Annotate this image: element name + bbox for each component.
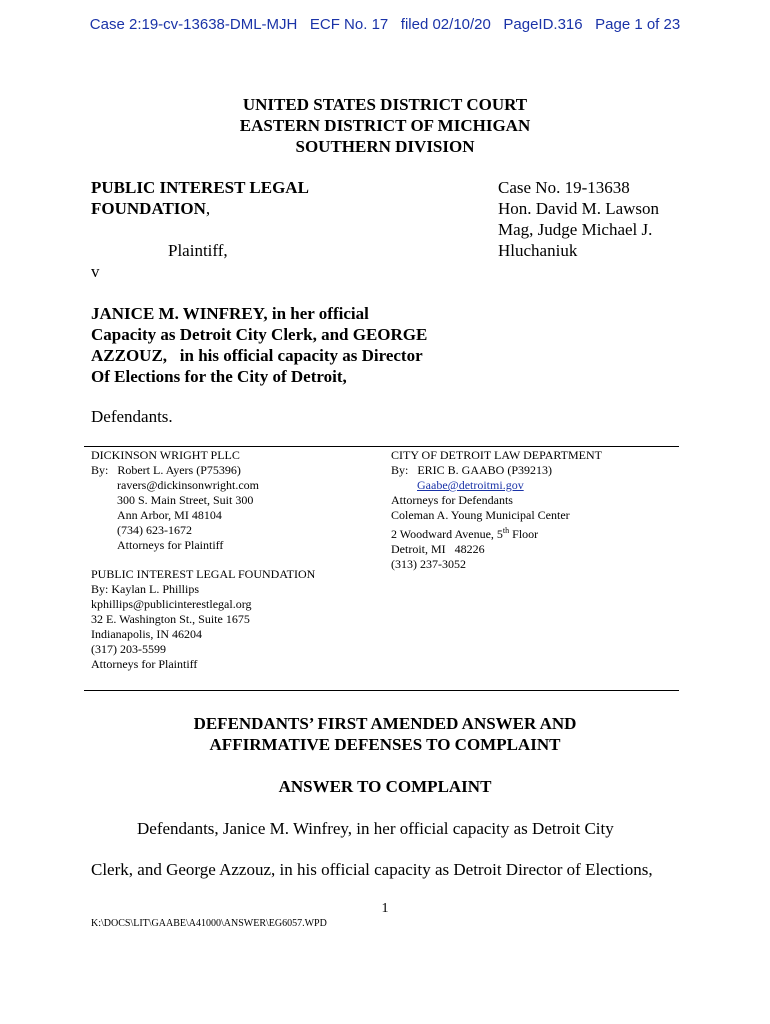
- divider-bottom: [84, 690, 679, 691]
- document-title: [0, 713, 770, 755]
- counsel-address-1: 32 E. Washington St., Suite 1675: [91, 612, 250, 626]
- magistrate-line-1: Mag, Judge Michael J.: [498, 220, 653, 239]
- court-line-3: SOUTHERN DIVISION: [295, 137, 475, 156]
- counsel-role: Attorneys for Plaintiff: [91, 657, 198, 671]
- stamp-filed-date: filed 02/10/20: [400, 16, 491, 33]
- counsel-role: Attorneys for Plaintiff: [117, 538, 224, 552]
- counsel-address-2: 2 Woodward Avenue, 5th Floor: [391, 526, 539, 541]
- defendants-line-2: Capacity as Detroit City Clerk, and GEORGE: [91, 325, 428, 344]
- counsel-firm: DICKINSON WRIGHT PLLC: [91, 448, 240, 462]
- plaintiff-name: [91, 177, 411, 219]
- stamp-page-id: PageID.316: [503, 16, 583, 33]
- file-path: K:\DOCS\LIT\GAABE\A41000\ANSWER\EG6057.WPD: [91, 918, 327, 929]
- plaintiff-line-2: FOUNDATION,: [91, 199, 211, 218]
- counsel-attorney: By: Robert L. Ayers (P75396): [91, 463, 241, 477]
- counsel-phone: (734) 623-1672: [117, 523, 192, 537]
- counsel-phone: (317) 203-5599: [91, 642, 166, 656]
- title-line-1: DEFENDANTS’ FIRST AMENDED ANSWER AND: [193, 714, 577, 733]
- counsel-email[interactable]: kphillips@publicinterestlegal.org: [91, 597, 252, 611]
- versus: v: [91, 262, 100, 281]
- court-line-2: EASTERN DISTRICT OF MICHIGAN: [239, 116, 531, 135]
- defendants-label: Defendants.: [91, 407, 173, 426]
- plaintiff-label: Plaintiff,: [168, 241, 228, 260]
- stamp-case-number: Case 2:19-cv-13638-DML-MJH: [89, 16, 298, 33]
- counsel-email[interactable]: ravers@dickinsonwright.com: [117, 478, 260, 492]
- counsel-address-1: 300 S. Main Street, Suit 300: [117, 493, 254, 507]
- filing-stamp: [0, 16, 770, 33]
- counsel-address-2: Ann Arbor, MI 48104: [117, 508, 222, 522]
- case-number: Case No. 19-13638: [498, 178, 630, 197]
- stamp-ecf: ECF No. 17: [309, 16, 389, 33]
- court-line-1: UNITED STATES DISTRICT COURT: [242, 95, 528, 114]
- counsel-address-2: Indianapolis, IN 46204: [91, 627, 202, 641]
- stamp-page-count: Page 1 of 23: [595, 16, 681, 33]
- section-heading: ANSWER TO COMPLAINT: [278, 777, 492, 796]
- counsel-firm: CITY OF DETROIT LAW DEPARTMENT: [391, 448, 602, 462]
- defendants-line-3: AZZOUZ, in his official capacity as Director: [91, 346, 423, 365]
- defendants-line-1: JANICE M. WINFREY, in her official: [91, 304, 369, 323]
- defendants-counsel-block: [391, 448, 681, 572]
- counsel-address-1: Coleman A. Young Municipal Center: [391, 508, 570, 522]
- counsel-attorney: By: Kaylan L. Phillips: [91, 582, 199, 596]
- court-heading: [0, 94, 770, 157]
- divider-top: [84, 446, 679, 447]
- title-line-2: AFFIRMATIVE DEFENSES TO COMPLAINT: [209, 735, 561, 754]
- body-line-2: Clerk, and George Azzouz, in his official capacity as Detroit Director of Elections,: [91, 860, 653, 879]
- counsel-role: Attorneys for Defendants: [391, 493, 513, 507]
- plaintiff-counsel-block-2: [91, 567, 391, 672]
- counsel-phone: (313) 237-3052: [391, 557, 466, 571]
- defendants-line-4: Of Elections for the City of Detroit,: [91, 367, 347, 386]
- counsel-firm: PUBLIC INTEREST LEGAL FOUNDATION: [91, 567, 316, 581]
- counsel-email-link[interactable]: Gaabe@detroitmi.gov: [417, 478, 524, 492]
- plaintiff-line-1: PUBLIC INTEREST LEGAL: [91, 178, 309, 197]
- counsel-details: [91, 478, 371, 553]
- counsel-address-3: Detroit, MI 48226: [391, 542, 485, 556]
- counsel-attorney: By: ERIC B. GAABO (P39213): [391, 463, 553, 477]
- page-number: 1: [381, 901, 389, 916]
- judge-name: Hon. David M. Lawson: [498, 199, 660, 218]
- defendants-names: [91, 303, 471, 387]
- counsel-email-wrap: [391, 478, 681, 493]
- body-line-1: Defendants, Janice M. Winfrey, in her official capacity as Detroit City: [137, 819, 614, 838]
- magistrate-line-2: Hluchaniuk: [498, 241, 578, 260]
- plaintiff-counsel-block: [91, 448, 371, 553]
- case-info: [498, 177, 758, 261]
